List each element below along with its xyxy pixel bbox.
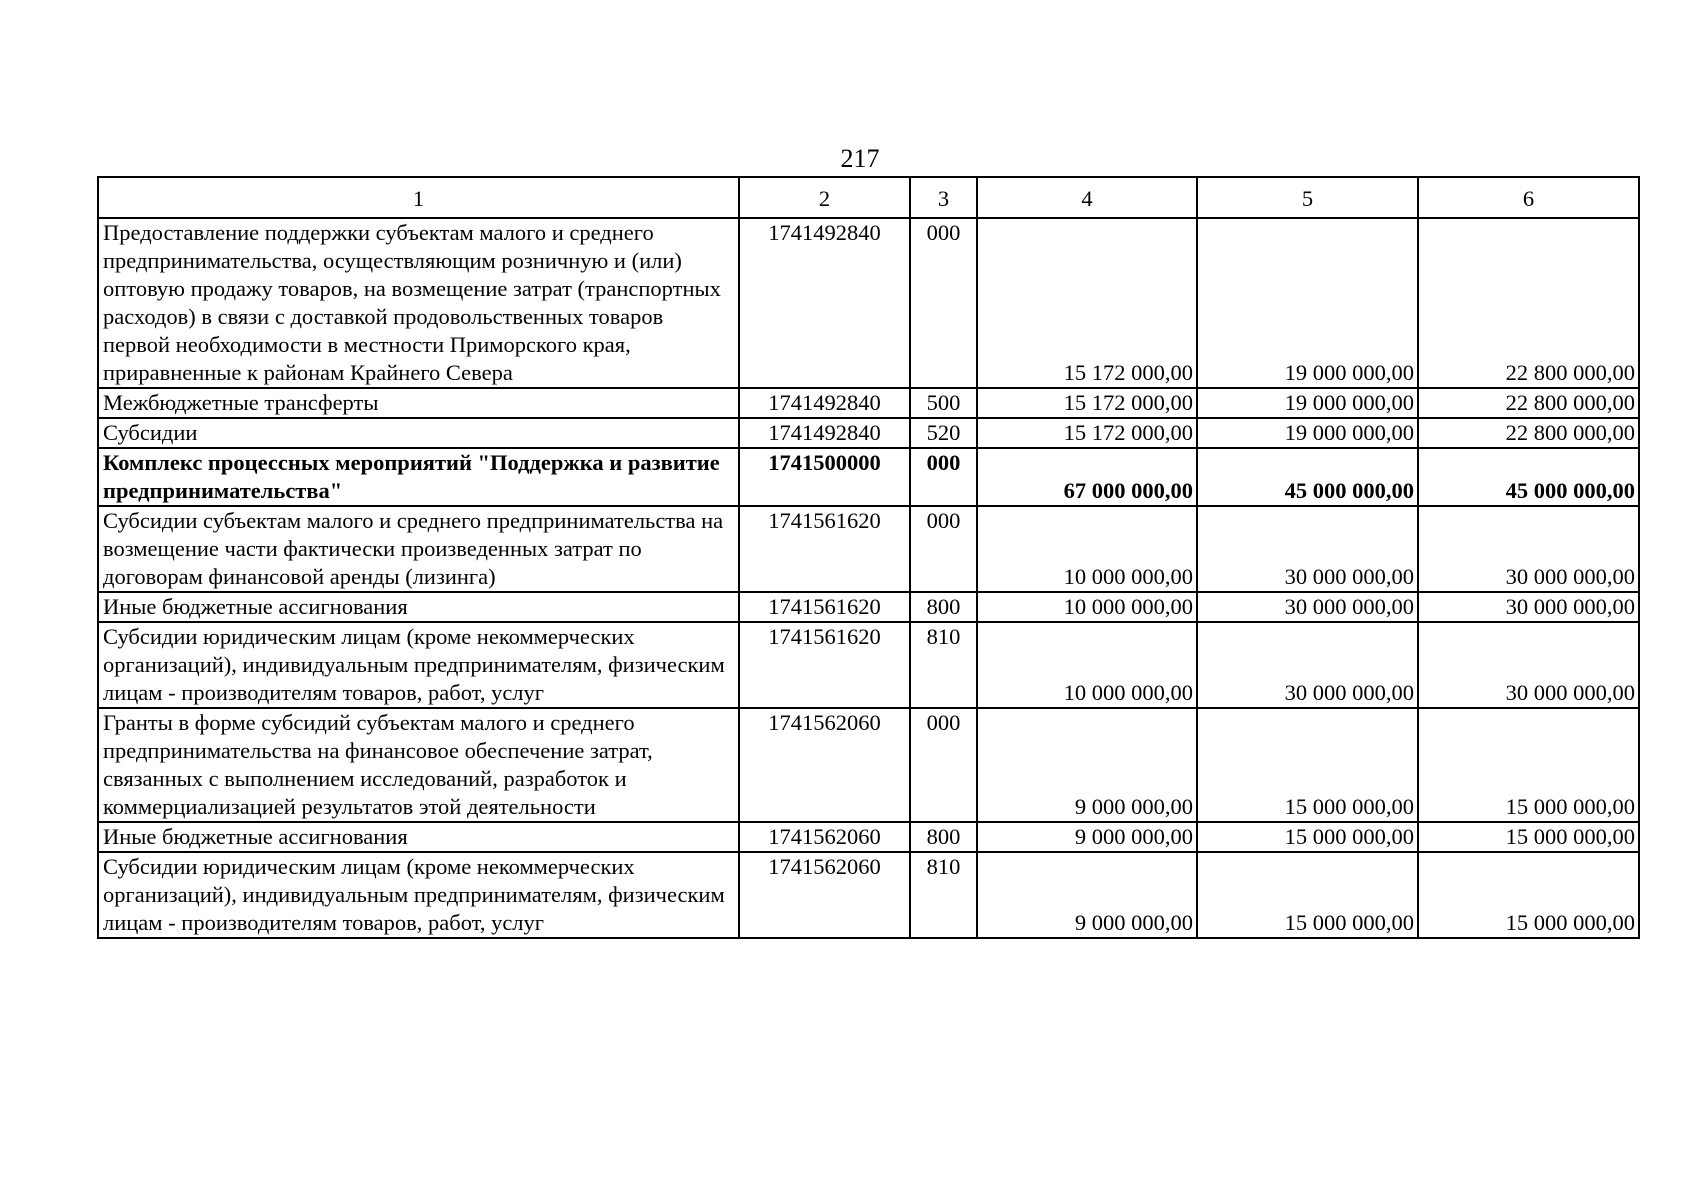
row-amount-col6: 15 000 000,00: [1418, 708, 1639, 822]
column-header: 5: [1197, 177, 1418, 218]
row-amount-col4: 67 000 000,00: [977, 448, 1197, 506]
row-expense-type: 000: [910, 218, 977, 388]
page-number: 217: [840, 144, 880, 173]
row-amount-col4: 10 000 000,00: [977, 622, 1197, 708]
column-header: 4: [977, 177, 1197, 218]
row-description: Межбюджетные трансферты: [98, 388, 739, 418]
table-row: [98, 822, 1639, 852]
row-amount-col6: 30 000 000,00: [1418, 622, 1639, 708]
row-amount-col6: 22 800 000,00: [1418, 388, 1639, 418]
row-amount-col6: 22 800 000,00: [1418, 218, 1639, 388]
row-target-code: 1741562060: [739, 822, 910, 852]
row-target-code: 1741492840: [739, 388, 910, 418]
row-amount-col6: 30 000 000,00: [1418, 592, 1639, 622]
row-description: Субсидии субъектам малого и среднего предпринимательства на возмещение части фактически произведенных затрат по договорам финансовой аренды (лизинга): [98, 506, 739, 592]
row-amount-col5: 45 000 000,00: [1197, 448, 1418, 506]
row-amount-col5: 19 000 000,00: [1197, 388, 1418, 418]
row-amount-col5: 30 000 000,00: [1197, 622, 1418, 708]
row-description: Комплекс процессных мероприятий "Поддержка и развитие предпринимательства": [98, 448, 739, 506]
row-amount-col5: 19 000 000,00: [1197, 218, 1418, 388]
table-row: [98, 852, 1639, 938]
row-amount-col5: 15 000 000,00: [1197, 708, 1418, 822]
row-amount-col4: 15 172 000,00: [977, 418, 1197, 448]
row-amount-col4: 9 000 000,00: [977, 708, 1197, 822]
row-description: Субсидии: [98, 418, 739, 448]
table-row: [98, 448, 1639, 506]
row-expense-type: 520: [910, 418, 977, 448]
row-amount-col5: 19 000 000,00: [1197, 418, 1418, 448]
row-amount-col5: 15 000 000,00: [1197, 852, 1418, 938]
table-row: [98, 622, 1639, 708]
column-header: 1: [98, 177, 739, 218]
table-row: [98, 388, 1639, 418]
row-target-code: 1741500000: [739, 448, 910, 506]
row-expense-type: 000: [910, 506, 977, 592]
column-header: 2: [739, 177, 910, 218]
row-description: Субсидии юридическим лицам (кроме некоммерческих организаций), индивидуальным предпринимателям, физическим лицам - производителям товаров, работ, услуг: [98, 852, 739, 938]
row-expense-type: 800: [910, 822, 977, 852]
row-amount-col5: 15 000 000,00: [1197, 822, 1418, 852]
column-header: 3: [910, 177, 977, 218]
table-row: [98, 218, 1639, 388]
table-row: [98, 708, 1639, 822]
row-target-code: 1741562060: [739, 708, 910, 822]
row-amount-col5: 30 000 000,00: [1197, 506, 1418, 592]
row-amount-col5: 30 000 000,00: [1197, 592, 1418, 622]
row-target-code: 1741492840: [739, 418, 910, 448]
row-description: Иные бюджетные ассигнования: [98, 592, 739, 622]
budget-table: [97, 176, 1640, 939]
row-description: Субсидии юридическим лицам (кроме некоммерческих организаций), индивидуальным предпринимателям, физическим лицам - производителям товаров, работ, услуг: [98, 622, 739, 708]
row-expense-type: 800: [910, 592, 977, 622]
row-amount-col6: 22 800 000,00: [1418, 418, 1639, 448]
row-description: Предоставление поддержки субъектам малого и среднего предпринимательства, осуществляющим розничную и (или) оптовую продажу товаров, на возмещение затрат (транспортных расходов) в связи с доставкой продовольственных товаров первой необходимости в местности Приморского края, приравненные к районам Крайнего Севера: [98, 218, 739, 388]
row-amount-col4: 10 000 000,00: [977, 506, 1197, 592]
row-expense-type: 000: [910, 448, 977, 506]
row-expense-type: 000: [910, 708, 977, 822]
row-amount-col6: 30 000 000,00: [1418, 506, 1639, 592]
row-target-code: 1741492840: [739, 218, 910, 388]
row-amount-col6: 15 000 000,00: [1418, 852, 1639, 938]
table-row: [98, 506, 1639, 592]
row-amount-col4: 10 000 000,00: [977, 592, 1197, 622]
row-amount-col4: 15 172 000,00: [977, 388, 1197, 418]
row-description: Гранты в форме субсидий субъектам малого и среднего предпринимательства на финансовое обеспечение затрат, связанных с выполнением исследований, разработок и коммерциализацией результатов этой деятельности: [98, 708, 739, 822]
row-target-code: 1741561620: [739, 506, 910, 592]
row-amount-col6: 45 000 000,00: [1418, 448, 1639, 506]
row-target-code: 1741561620: [739, 622, 910, 708]
column-number-row: [98, 177, 1639, 218]
row-expense-type: 810: [910, 622, 977, 708]
table-row: [98, 418, 1639, 448]
row-target-code: 1741562060: [739, 852, 910, 938]
row-amount-col4: 15 172 000,00: [977, 218, 1197, 388]
table-row: [98, 592, 1639, 622]
row-description: Иные бюджетные ассигнования: [98, 822, 739, 852]
row-expense-type: 500: [910, 388, 977, 418]
row-amount-col6: 15 000 000,00: [1418, 822, 1639, 852]
row-amount-col4: 9 000 000,00: [977, 822, 1197, 852]
column-header: 6: [1418, 177, 1639, 218]
row-target-code: 1741561620: [739, 592, 910, 622]
row-expense-type: 810: [910, 852, 977, 938]
row-amount-col4: 9 000 000,00: [977, 852, 1197, 938]
